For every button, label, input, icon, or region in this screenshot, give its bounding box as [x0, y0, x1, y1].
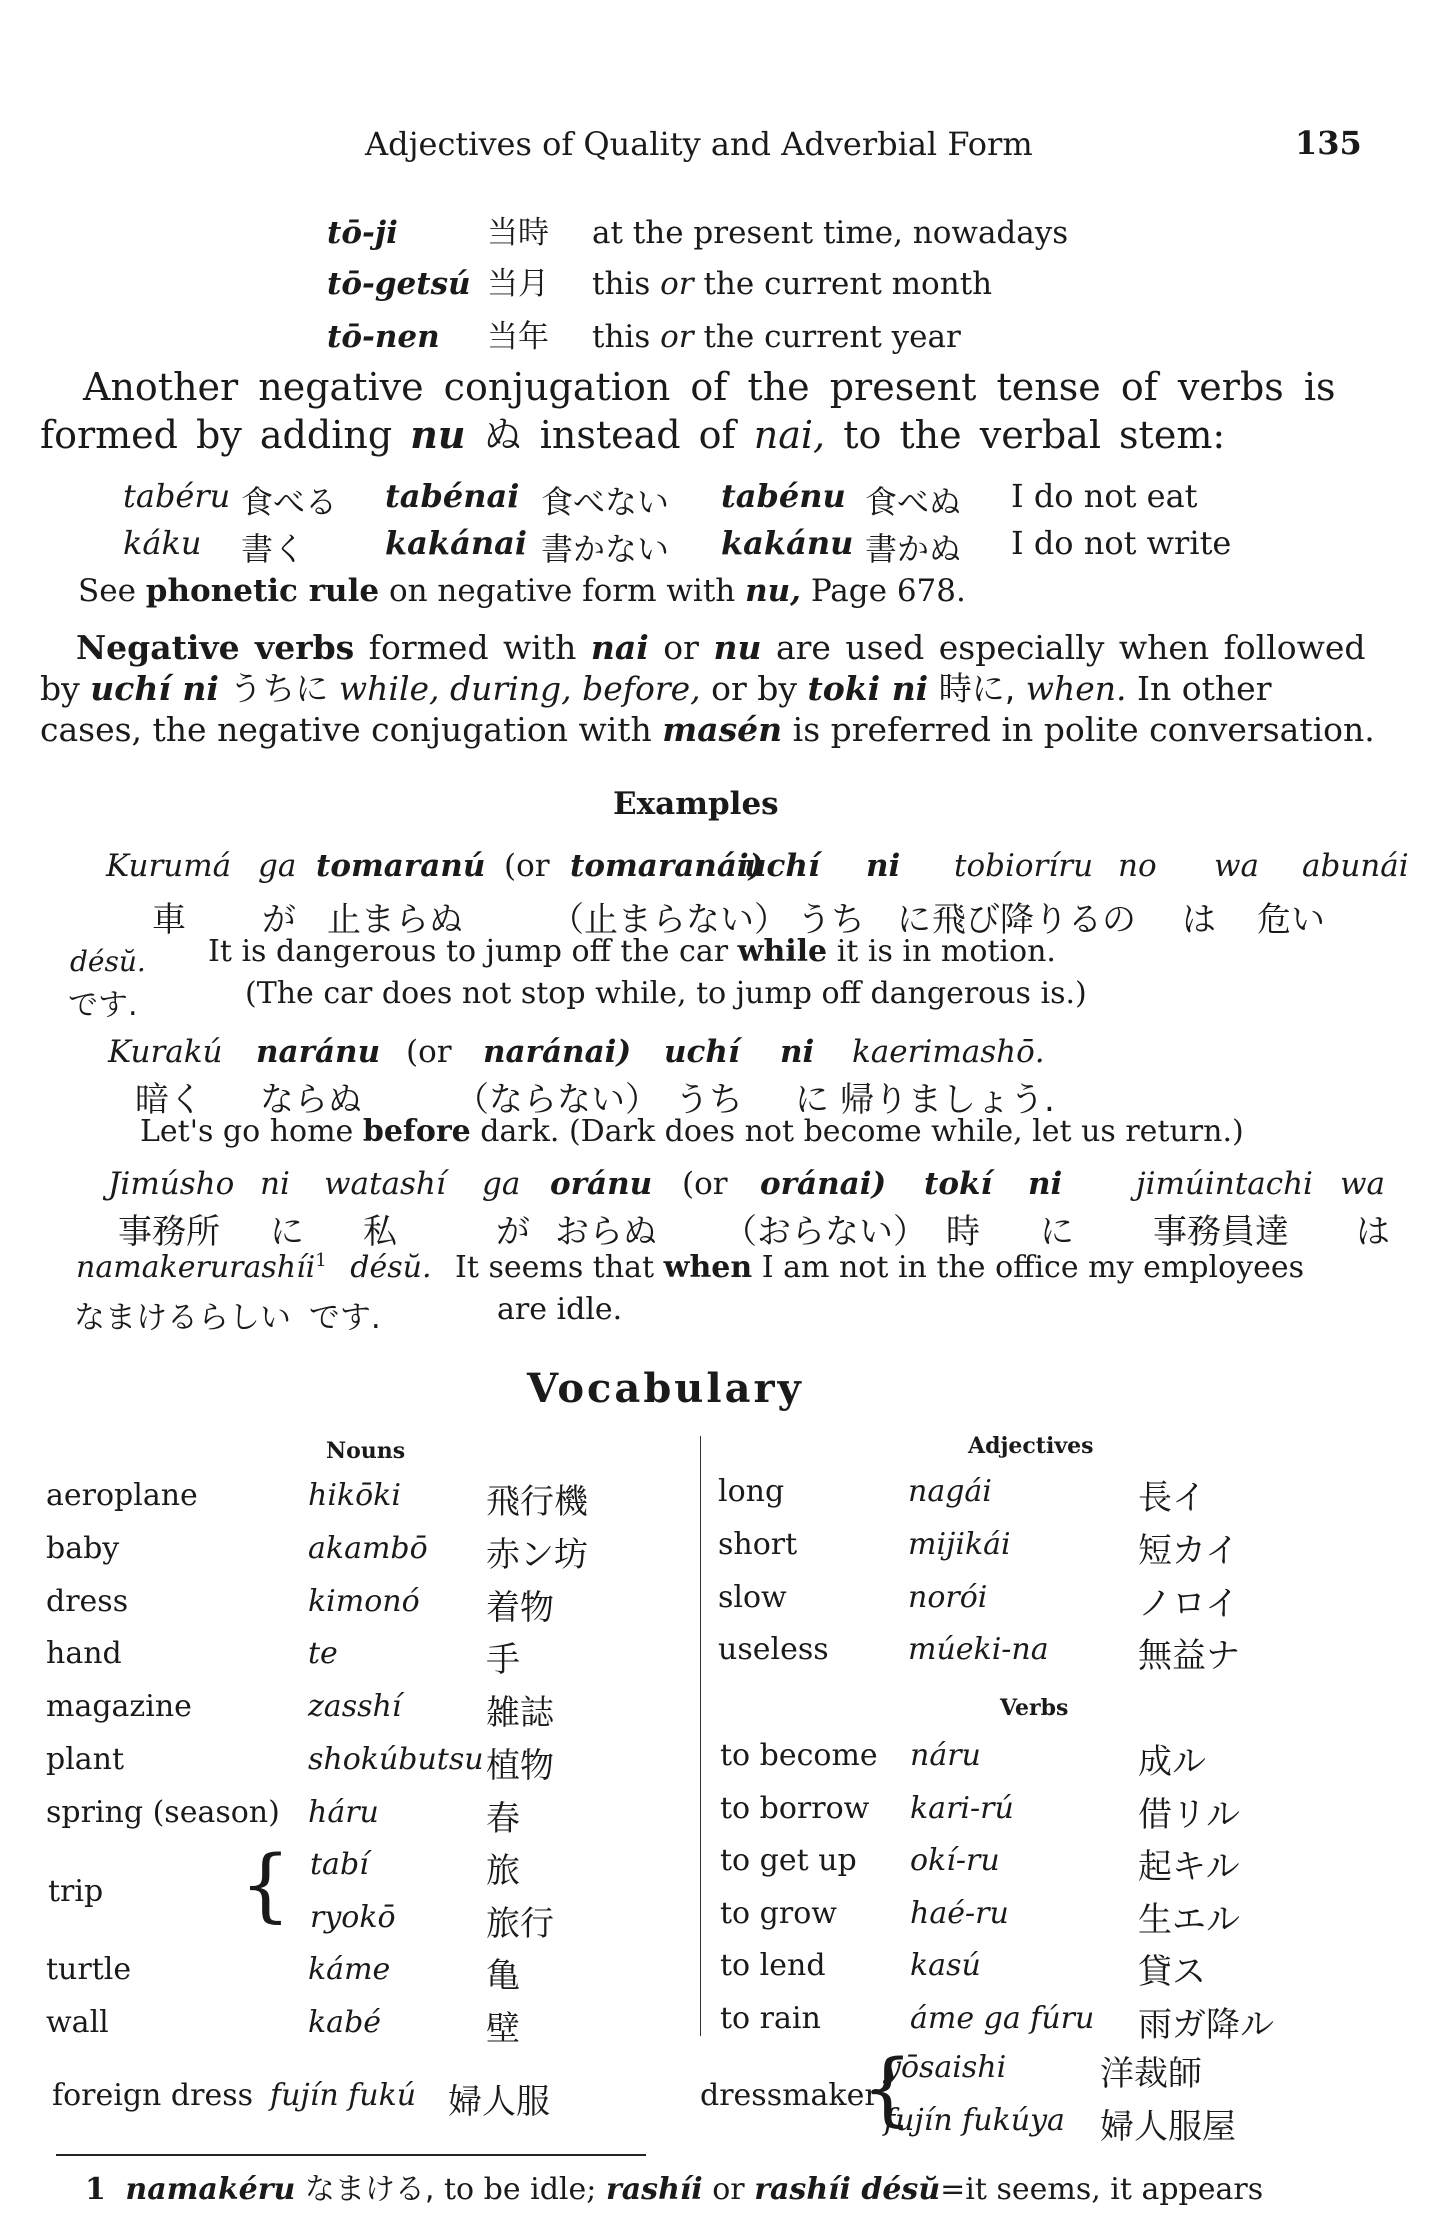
examples-heading: Examples — [613, 786, 779, 822]
phonetic-rule-note: See phonetic rule on negative form with nu, Page 678. — [78, 573, 966, 609]
example-literal-translation: (The car does not stop while, to jump off dangerous is.) — [245, 976, 1087, 1011]
vocab-noun-label: trip — [48, 1874, 104, 1909]
footnote-rule — [56, 2154, 646, 2156]
example-romaji-line: namakerurashíi$^1$ désŭ. It seems that when I am not in the office my employees — [76, 1250, 1304, 1285]
footnote: 1 namakéru なまける, to be idle; rashíi or rashíi désŭ=it seems, it appears — [85, 2172, 1264, 2207]
vocabulary-column-divider — [700, 1436, 701, 2036]
paragraph-line: Another negative conjugation of the present tense of verbs is — [83, 365, 1336, 409]
verbs-heading: Verbs — [1000, 1695, 1069, 1721]
vocabulary-heading: Vocabulary — [527, 1365, 804, 1412]
nouns-heading: Nouns — [326, 1438, 406, 1464]
example-translation: are idle. — [497, 1292, 623, 1327]
adjectives-heading: Adjectives — [968, 1433, 1094, 1459]
toji-row: tō-getsú 当月 this or the current month — [327, 266, 993, 302]
paragraph-line: formed by adding nu ぬ instead of nai, to the verbal stem: — [40, 412, 1226, 457]
brace-mark: { — [240, 1838, 291, 1931]
example-translation: It is dangerous to jump off the car while it is in motion. — [208, 934, 1056, 969]
paragraph-line: by uchí ni うちに while, during, before, or by toki ni 時に, when. In other — [40, 669, 1272, 708]
vocab-noun-label: dressmaker — [700, 2078, 879, 2113]
paragraph-line: Negative verbs formed with nai or nu are used especially when followed — [76, 628, 1366, 667]
paragraph-line: cases, the negative conjugation with masén is preferred in polite conversation. — [40, 710, 1375, 749]
example-romaji-tail: désŭ. — [70, 945, 146, 978]
brace-mark: { — [862, 2042, 913, 2135]
example-japanese-tail: です. — [68, 988, 138, 1023]
example-japanese-tail: なまけるらしい です. — [74, 1300, 381, 1336]
example-translation: Let's go home before dark. (Dark does not become while, let us return.) — [140, 1114, 1244, 1149]
page-header-title: Adjectives of Quality and Adverbial Form — [365, 125, 1033, 163]
toji-row: tō-ji 当時 at the present time, nowadays — [327, 215, 1069, 251]
toji-row: tō-nen 当年 this or the current year — [327, 319, 961, 355]
page-number: 135 — [1295, 124, 1362, 162]
